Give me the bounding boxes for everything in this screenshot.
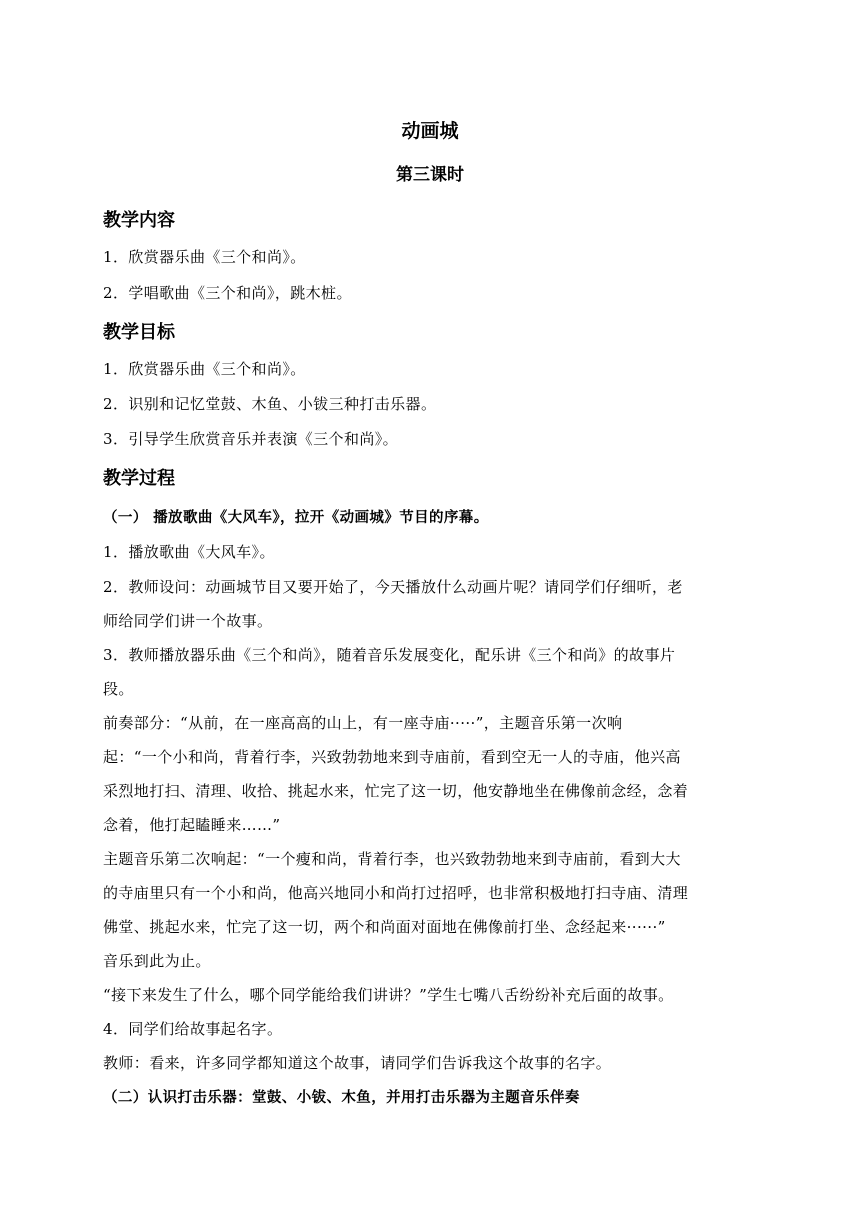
paragraph-line: 的寺庙里只有一个小和尚，他高兴地同小和尚打过招呼，也非常积极地打扫寺庙、清理 [103,884,689,902]
paragraph-line: 段。 [103,680,134,698]
process-part2-heading: （二）认识打击乐器：堂鼓、小钹、木鱼，并用打击乐器为主题音乐伴奏 [103,1090,580,1106]
process-part1-heading: （一） 播放歌曲《大风车》，拉开《动画城》节目的序幕。 [103,510,489,526]
section-heading-content: 教学内容 [103,210,175,231]
paragraph-line: 音乐到此为止。 [103,952,211,970]
paragraph-line: “接下来发生了什么，哪个同学能给我们讲讲？”学生七嘴八舌纷纷补充后面的故事。 [103,986,674,1004]
section-heading-process: 教学过程 [103,468,175,489]
paragraph-line: 采烈地打扫、清理、收拾、挑起水来，忙完了这一切，他安静地坐在佛像前念经，念着 [103,782,689,800]
document-subtitle: 第三课时 [396,165,464,185]
paragraph-line: 2．教师设问：动画城节目又要开始了，今天播放什么动画片呢？请同学们仔细听，老 [103,578,683,596]
paragraph-line: 4．同学们给故事起名字。 [103,1020,283,1038]
paragraph-line: 主题音乐第二次响起：“一个瘦和尚，背着行李，也兴致勃勃地来到寺庙前，看到大大 [103,850,681,868]
paragraph-line: 教师：看来，许多同学都知道这个故事，请同学们告诉我这个故事的名字。 [103,1054,612,1072]
document-title: 动画城 [401,120,459,142]
paragraph-line: 1．播放歌曲《大风车》。 [103,543,275,561]
list-item: 1．欣赏器乐曲《三个和尚》。 [103,248,306,266]
paragraph-line: 3．教师播放器乐曲《三个和尚》，随着音乐发展变化，配乐讲《三个和尚》的故事片 [103,646,676,664]
list-item: 1．欣赏器乐曲《三个和尚》。 [103,360,306,378]
list-item: 2．学唱歌曲《三个和尚》，跳木桩。 [103,284,352,302]
list-item: 3．引导学生欣赏音乐并表演《三个和尚》。 [103,430,399,448]
paragraph-line: 起：“一个小和尚，背着行李，兴致勃勃地来到寺庙前，看到空无一人的寺庙，他兴高 [103,748,681,766]
paragraph-line: 念着，他打起瞌睡来……” [103,816,281,834]
paragraph-line: 师给同学们讲一个故事。 [103,612,273,630]
list-item: 2．识别和记忆堂鼓、木鱼、小钹三种打击乐器。 [103,395,437,413]
paragraph-line: 前奏部分：“从前，在一座高高的山上，有一座寺庙·····”，主题音乐第一次响 [103,714,623,732]
section-heading-goals: 教学目标 [103,322,175,343]
paragraph-line: 佛堂、挑起水来，忙完了这一切，两个和尚面对面地在佛像前打坐、念经起来······” [103,918,666,936]
